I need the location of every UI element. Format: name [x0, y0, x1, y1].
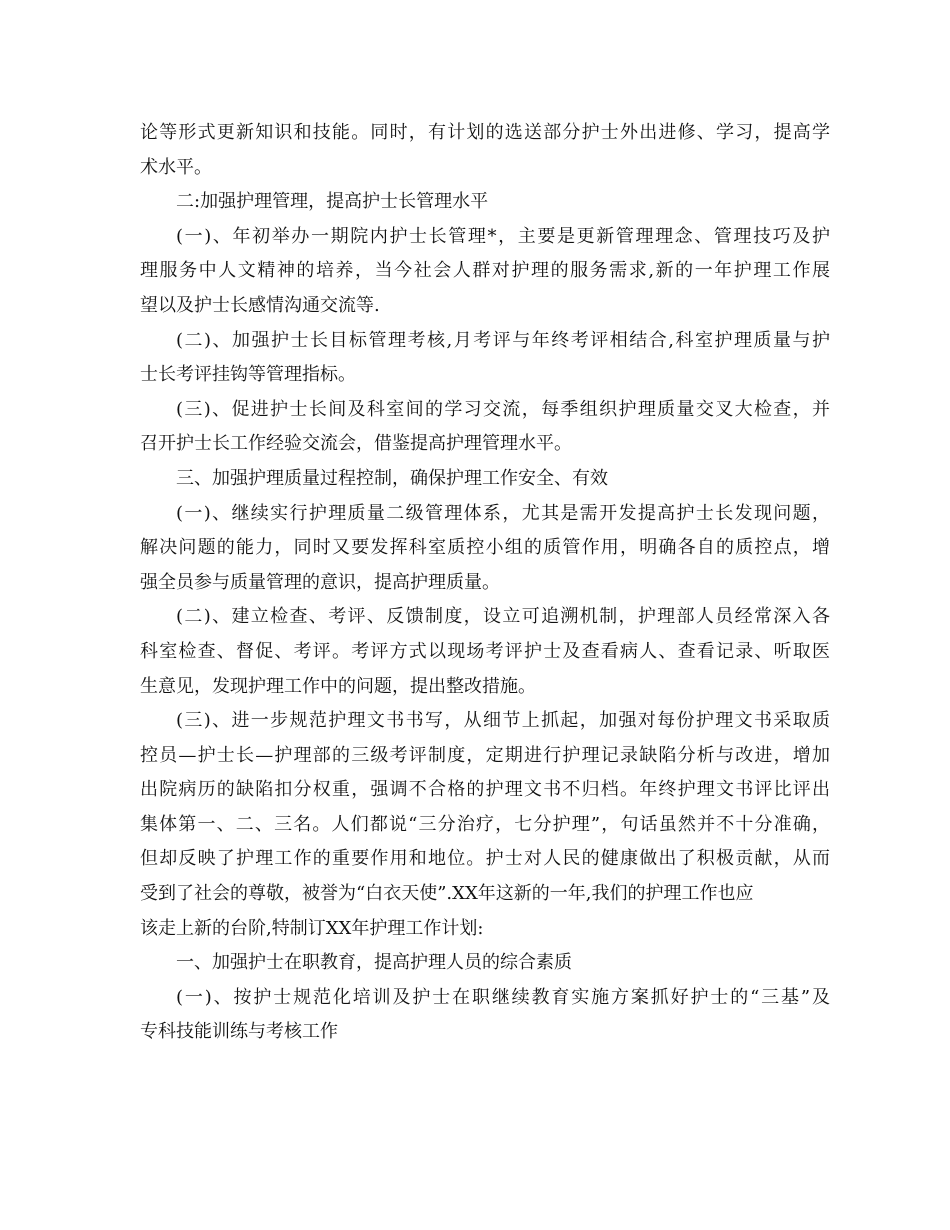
- text-line: 理服务中人文精神的培养，当今社会人群对护理的服务需求,新的一年护理工作展: [140, 260, 830, 282]
- paragraph-start-line: (二)、加强护士长目标管理考核,月考评与年终考评相结合,科室护理质量与护: [176, 329, 830, 351]
- paragraph-start-line: (一)、继续实行护理质量二级管理体系，尤其是需开发提高护士长发现问题，: [176, 502, 830, 524]
- text-line: 但却反映了护理工作的重要作用和地位。护士对人民的健康做出了积极贡献，从而: [140, 848, 830, 870]
- text-line: 受到了社会的尊敬，被誉为“白衣天使”.XX年这新的一年,我们的护理工作也应: [140, 883, 754, 905]
- text-line: 解决问题的能力，同时又要发挥科室质控小组的质管作用，明确各自的质控点，增: [140, 537, 830, 559]
- text-line: 召开护士长工作经验交流会，借鉴提高护理管理水平。: [140, 433, 572, 455]
- text-line: 强全员参与质量管理的意识，提高护理质量。: [140, 571, 500, 593]
- paragraph-start-line: (一)、按护士规范化培训及护士在职继续教育实施方案抓好护士的“三基”及: [176, 986, 830, 1008]
- text-line: 论等形式更新知识和技能。同时，有计划的选送部分护士外出进修、学习，提高学: [140, 122, 830, 143]
- text-line: 控员—护士长—护理部的三级考评制度，定期进行护理记录缺陷分析与改进，增加: [140, 744, 830, 766]
- paragraph-start-line: (一)、年初举办一期院内护士长管理*，主要是更新管理理念、管理技巧及护: [176, 225, 830, 247]
- section-heading: 三、加强护理质量过程控制，确保护理工作安全、有效: [176, 467, 608, 489]
- text-line: 该走上新的台阶,特制订XX年护理工作计划:: [140, 917, 484, 939]
- paragraph-start-line: (三)、进一步规范护理文书书写，从细节上抓起，加强对每份护理文书采取质: [176, 710, 830, 732]
- paragraph-start-line: (三)、促进护士长间及科室间的学习交流，每季组织护理质量交叉大检查，并: [176, 398, 830, 420]
- text-line: 士长考评挂钩等管理指标。: [140, 364, 356, 386]
- text-line: 专科技能训练与考核工作: [140, 1021, 338, 1043]
- text-line: 科室检查、督促、考评。考评方式以现场考评护士及查看病人、查看记录、听取医: [140, 640, 830, 662]
- text-line: 出院病历的缺陷扣分权重，强调不合格的护理文书不归档。年终护理文书评比评出: [140, 779, 830, 801]
- section-heading: 二:加强护理管理，提高护士长管理水平: [176, 191, 489, 213]
- section-heading: 一、加强护士在职教育，提高护理人员的综合素质: [176, 952, 572, 974]
- document-body: [140, 116, 830, 1050]
- paragraph-start-line: (二)、建立检查、考评、反馈制度，设立可追溯机制，护理部人员经常深入各: [176, 606, 830, 628]
- text-line: 术水平。: [140, 156, 212, 178]
- text-line: 生意见，发现护理工作中的问题，提出整改措施。: [140, 675, 536, 697]
- text-line: 集体第一、二、三名。人们都说“三分治疗，七分护理”，句话虽然并不十分准确，: [140, 813, 830, 835]
- text-line: 望以及护士长感情沟通交流等.: [140, 294, 380, 316]
